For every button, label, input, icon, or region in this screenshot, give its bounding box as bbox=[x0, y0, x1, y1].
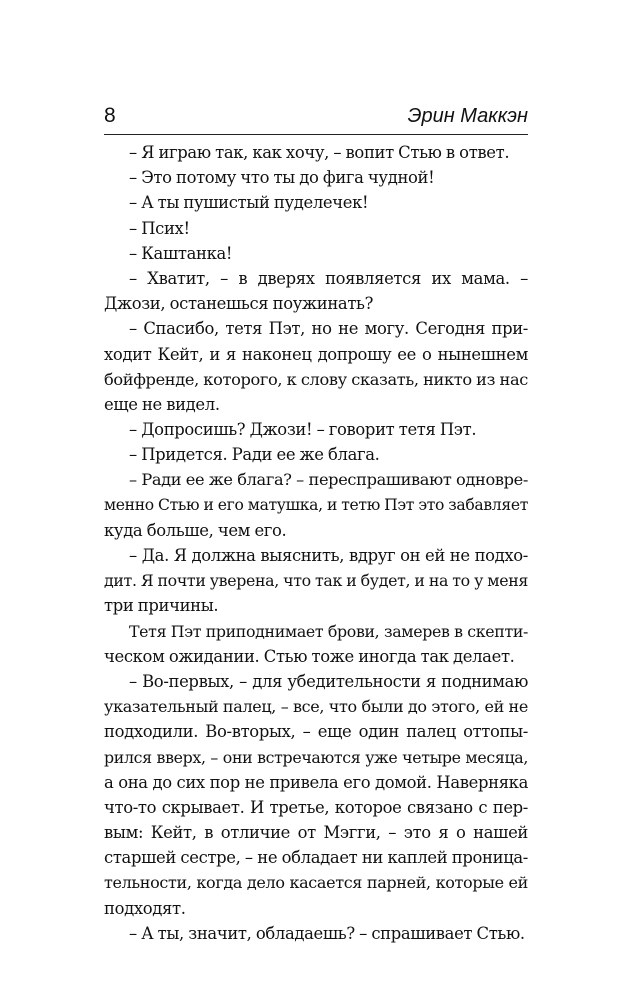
text-line: – Хватит, – в дверях появляется их мама. – bbox=[129, 268, 528, 288]
text-line: ходит Кейт, и я наконец допрошу ее о нынешнем bbox=[104, 344, 528, 364]
text-line: что-то скрывает. И третье, которое связано с пер- bbox=[104, 797, 528, 817]
text-line: дит. Я почти уверена, что так и будет, и на то у меня bbox=[104, 571, 528, 591]
text-line: старшей сестре, – не обладает ни каплей проница- bbox=[104, 848, 528, 868]
text-line: еще не видел. bbox=[104, 394, 220, 414]
text-line: – Придется. Ради ее же блага. bbox=[129, 445, 380, 465]
text-line: три причины. bbox=[104, 596, 219, 616]
text-line: а она до сих пор не привела его домой. Наверняка bbox=[104, 772, 528, 792]
text-line: вым: Кейт, в отличие от Мэгги, – это я о нашей bbox=[104, 823, 528, 843]
text-line: – Да. Я должна выяснить, вдруг он ей не подхо- bbox=[129, 546, 528, 565]
text-line: тельности, когда дело касается парней, которые ей bbox=[104, 873, 528, 893]
text-line: менно Стью и его матушка, и тетю Пэт это забавляет bbox=[104, 495, 528, 514]
text-line: – Во-первых, – для убедительности я поднимаю bbox=[129, 671, 528, 691]
text-line: указательный палец, – все, что были до этого, ей не bbox=[104, 697, 528, 717]
text-line: подходят. bbox=[104, 898, 186, 918]
text-line: ческом ожидании. Стью тоже иногда так делает. bbox=[104, 646, 515, 666]
text-line: подходили. Во-вторых, – еще один палец оттопы- bbox=[104, 722, 528, 742]
text-line: рился вверх, – они встречаются уже четыре месяца, bbox=[104, 747, 528, 767]
text-line: куда больше, чем его. bbox=[104, 520, 287, 540]
text-line: – А ты пушистый пуделечек! bbox=[129, 193, 369, 213]
running-header bbox=[104, 104, 528, 135]
text-line: – Я играю так, как хочу, – вопит Стью в ответ. bbox=[129, 143, 510, 162]
page-number: 8 bbox=[104, 104, 116, 127]
text-line: Джози, останешься поужинать? bbox=[104, 294, 374, 314]
text-line: – Ради ее же блага? – переспрашивают одновре- bbox=[129, 470, 528, 490]
text-line: – Каштанка! bbox=[129, 243, 233, 263]
running-title: Эрин Маккэн bbox=[407, 105, 528, 127]
text-line: – Псих! bbox=[129, 218, 190, 238]
text-line: – Допросишь? Джози! – говорит тетя Пэт. bbox=[129, 420, 477, 440]
body-text bbox=[104, 140, 528, 946]
text-line: – Спасибо, тетя Пэт, но не могу. Сегодня при- bbox=[129, 319, 528, 339]
text-line: – А ты, значит, обладаешь? – спрашивает Стью. bbox=[129, 923, 525, 943]
text-line: бойфренде, которого, к слову сказать, никто из нас bbox=[104, 369, 528, 389]
text-line: – Это потому что ты до фига чудной! bbox=[129, 168, 435, 188]
text-line: Тетя Пэт приподнимает брови, замерев в скепти- bbox=[129, 621, 528, 641]
